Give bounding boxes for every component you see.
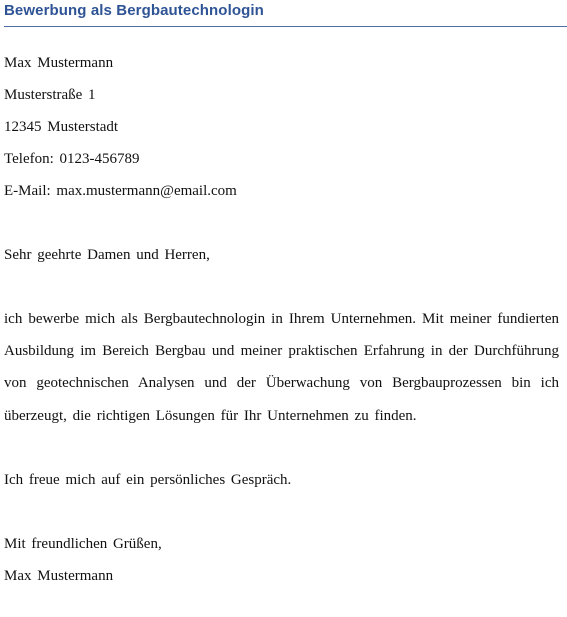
sender-city: 12345 Musterstadt [4, 119, 119, 135]
sender-street: Musterstraße 1 [4, 87, 96, 103]
spacer [4, 496, 563, 528]
sender-phone: Telefon: 0123-456789 [4, 151, 140, 167]
title-divider [4, 26, 567, 27]
salutation: Sehr geehrte Damen und Herren, [4, 247, 210, 263]
spacer [4, 207, 563, 239]
spacer [4, 271, 563, 303]
sender-email: E-Mail: max.mustermann@email.com [4, 183, 237, 199]
page-title: Bewerbung als Bergbautechnologin [4, 2, 264, 19]
signature-name: Max Mustermann [4, 567, 114, 584]
closing-sentence: Ich freue mich auf ein persönliches Gespräch. [4, 471, 292, 488]
spacer [4, 432, 563, 464]
sender-name: Max Mustermann [4, 55, 114, 71]
closing-phrase: Mit freundlichen Grüßen, [4, 535, 162, 552]
letter-body [4, 47, 563, 592]
letter-paragraph: ich bewerbe mich als Bergbautechnologin in Ihrem Unternehmen. Mit meiner fundierten Ausbildung im Bereich Bergbau und meiner praktischen Erfahrung in der Durchführung von geotechnischen Analysen und der Überwachung von Bergbauprozessen bin ich überzeugt, die richtigen Lösungen für Ihr Unternehmen zu finden. [4, 311, 559, 424]
sender-address [4, 47, 563, 207]
